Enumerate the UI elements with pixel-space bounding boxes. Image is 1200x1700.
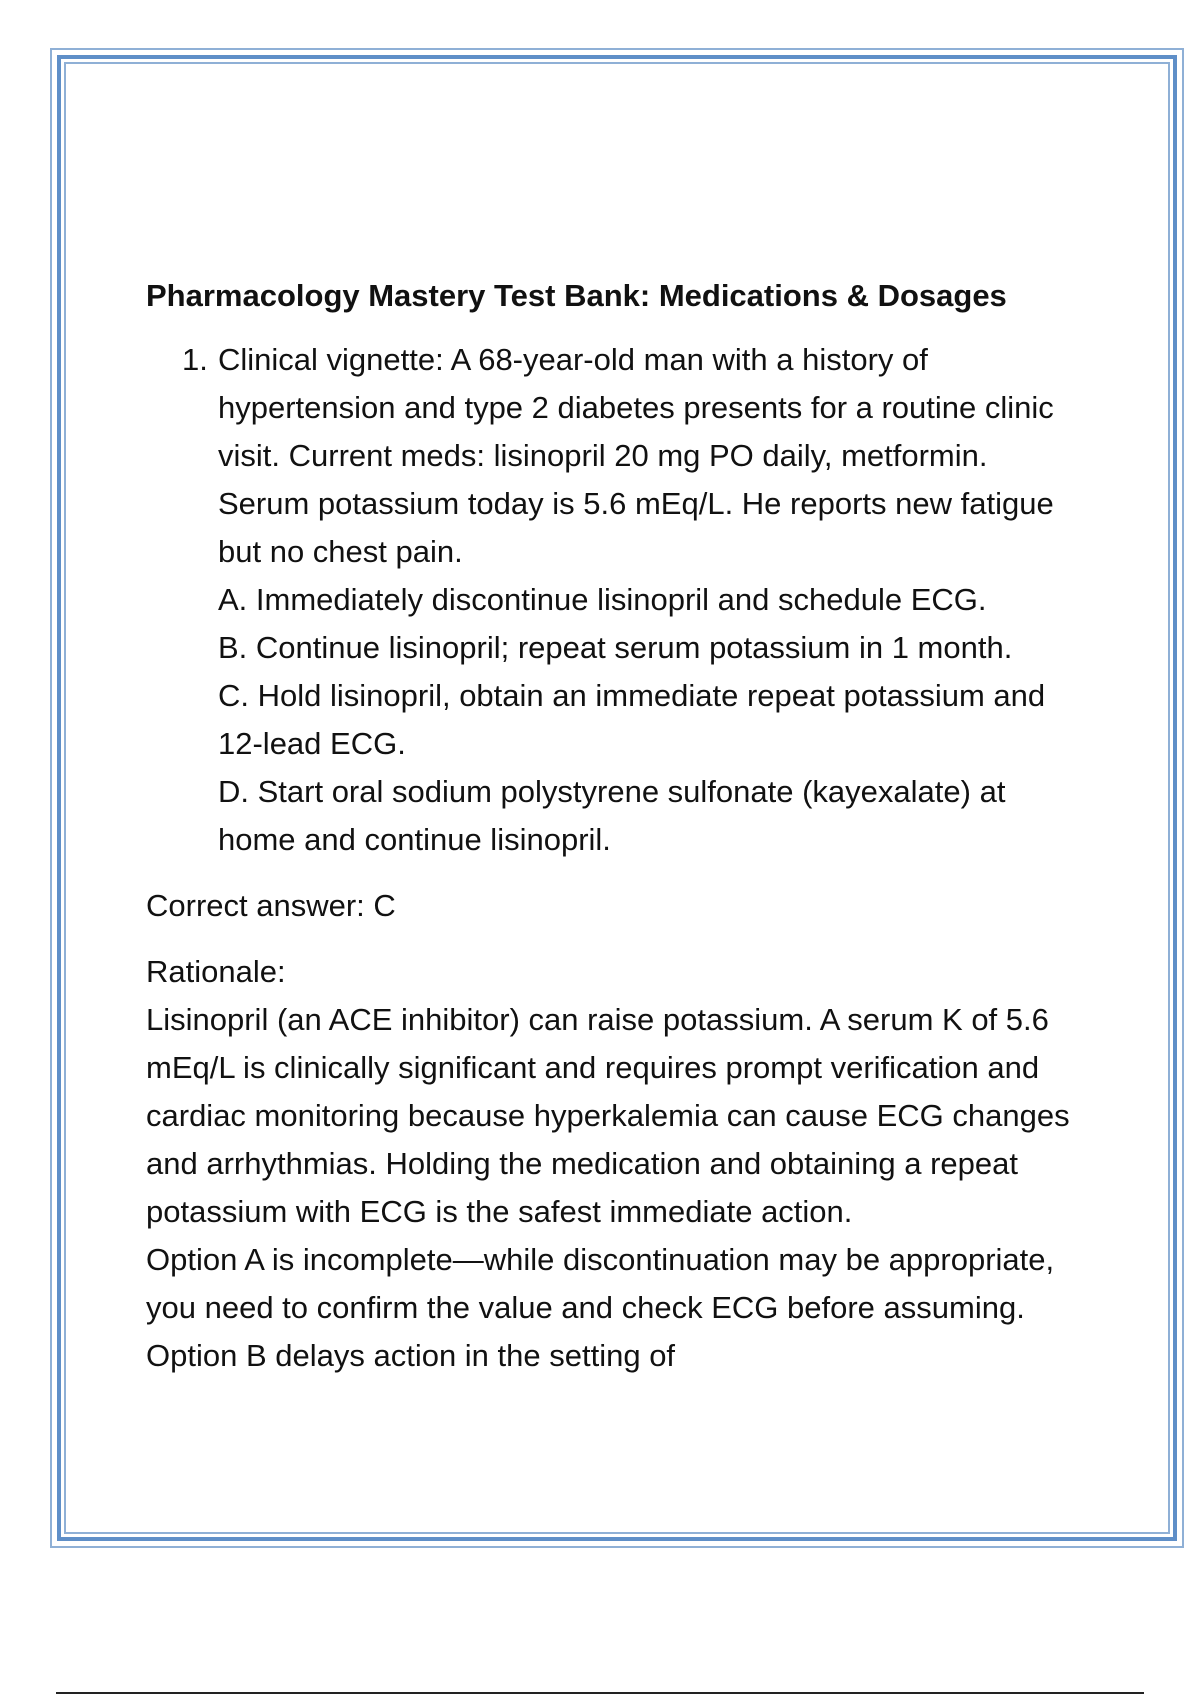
question-number: 1. (182, 342, 208, 377)
question-stem: Clinical vignette: A 68-year-old man with a history of hypertension and type 2 diabetes presents for a routine clinic visit. Current meds: lisinopril 20 mg PO daily, metformin. Serum potassium today is 5.6 mEq/L. He reports new fatigue but no chest pain. (218, 342, 1054, 569)
document-content (146, 272, 1086, 1380)
option-b: B. Continue lisinopril; repeat serum potassium in 1 month. (218, 630, 1013, 665)
question-body (218, 336, 1078, 864)
option-c: C. Hold lisinopril, obtain an immediate repeat potassium and 12-lead ECG. (218, 678, 1046, 761)
footer-divider (56, 1692, 1144, 1694)
rationale-heading: Rationale: (146, 954, 286, 989)
rationale-paragraph-1: Lisinopril (an ACE inhibitor) can raise potassium. A serum K of 5.6 mEq/L is clinically significant and requires prompt verification and cardiac monitoring because hyperkalemia can cause ECG changes and arrhythmias. Holding the medication and obtaining a repeat potassium with ECG is the safest immediate action. (146, 1002, 1070, 1229)
rationale-paragraph-2: Option A is incomplete—while discontinuation may be appropriate, you need to confirm the value and check ECG before assuming. Option B delays action in the setting of (146, 1242, 1055, 1373)
question-item (182, 336, 1086, 864)
correct-answer: Correct answer: C (146, 888, 396, 923)
option-a: A. Immediately discontinue lisinopril and schedule ECG. (218, 582, 987, 617)
document-title: Pharmacology Mastery Test Bank: Medications & Dosages (146, 278, 1007, 313)
option-d: D. Start oral sodium polystyrene sulfonate (kayexalate) at home and continue lisinopril. (218, 774, 1006, 857)
